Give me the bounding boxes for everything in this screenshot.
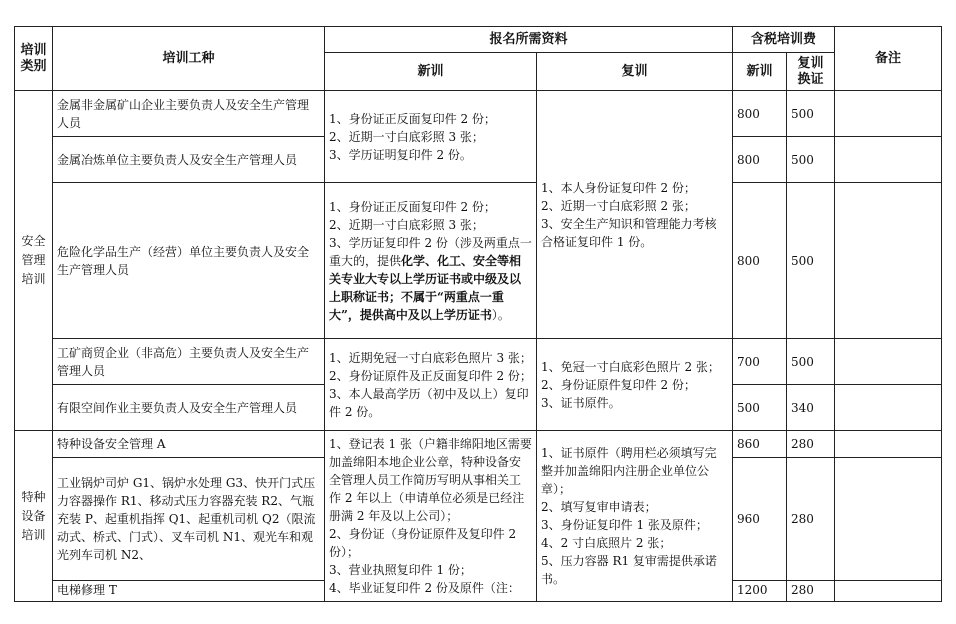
trade-cell: 金属非金属矿山企业主要负责人及安全生产管理人员 bbox=[53, 91, 325, 137]
header-trade: 培训工种 bbox=[53, 27, 325, 91]
list-item: 1、证书原件（聘用栏必须填写完整并加盖绵阳内注册企业单位公章）； bbox=[541, 446, 717, 496]
trade-cell: 工业锅炉司炉 G1、锅炉水处理 G3、快开门式压力容器操作 R1、移动式压力容器充装 R2、气瓶充装 P、起重机指挥 Q1、起重机司机 Q2（限流动式、桥式、门式）、叉车司机 N1、观光车和观光列车司机 N2、 bbox=[53, 458, 325, 580]
new-materials-c bbox=[325, 339, 537, 431]
fee-renew-cell: 280 bbox=[787, 580, 835, 601]
re-materials-c bbox=[537, 339, 733, 431]
trade-cell: 危险化学品生产（经营）单位主要负责人及安全生产管理人员 bbox=[53, 183, 325, 339]
fee-renew-cell: 500 bbox=[787, 339, 835, 385]
fee-new-cell: 1200 bbox=[733, 580, 787, 601]
list-item: 2、近期一寸白底彩照 3 张； bbox=[329, 217, 484, 232]
list-item: 1、身份证正反面复印件 2 份； bbox=[329, 111, 496, 126]
fee-new-cell: 500 bbox=[733, 385, 787, 431]
list-item: 3、证书原件。 bbox=[541, 395, 621, 410]
fee-renew-cell: 500 bbox=[787, 183, 835, 339]
trade-cell: 特种设备安全管理 A bbox=[53, 431, 325, 458]
remark-cell bbox=[835, 339, 942, 385]
fee-new-cell: 800 bbox=[733, 91, 787, 137]
list-item: 2、身份证原件及正反面复印件 2 份； bbox=[329, 368, 532, 383]
new-materials-b bbox=[325, 183, 537, 339]
remark-cell bbox=[835, 91, 942, 137]
list-text-emphasis: 化学、化工、安全等相关专业大专以上学历证书或中级及以上职称证书；不属于“两重点一重大”，提供高中及以上学历证书 bbox=[329, 253, 522, 322]
list-item: 2、身份证（身份证原件及复印件 2 份）； bbox=[329, 527, 517, 559]
fee-new-cell: 800 bbox=[733, 137, 787, 183]
list-item: 3、安全生产知识和管理能力考核合格证复印件 1 份。 bbox=[541, 216, 717, 249]
category-special-equipment bbox=[15, 431, 53, 602]
header-remark: 备注 bbox=[835, 27, 942, 91]
list-item: 3、营业执照复印件 1 份； bbox=[329, 563, 472, 577]
fee-renew-cell: 340 bbox=[787, 385, 835, 431]
trade-cell: 有限空间作业主要负责人及安全生产管理人员 bbox=[53, 385, 325, 431]
fee-new-cell: 800 bbox=[733, 183, 787, 339]
remark-cell bbox=[835, 431, 942, 458]
category-label: 安全管理培训 bbox=[21, 234, 46, 286]
header-new-training: 新训 bbox=[325, 53, 537, 91]
list-item bbox=[329, 234, 532, 324]
header-fee: 含税培训费 bbox=[733, 27, 835, 53]
header-fee-renew-text: 复训换证 bbox=[797, 55, 824, 87]
list-item: 2、身份证原件复印件 2 份； bbox=[541, 377, 696, 392]
re-materials-ab bbox=[537, 91, 733, 339]
list-item: 5、压力容器 R1 复审需提供承诺书。 bbox=[541, 554, 717, 586]
re-materials-special bbox=[537, 431, 733, 602]
fee-renew-cell: 280 bbox=[787, 458, 835, 580]
list-item: 4、2 寸白底照片 2 张； bbox=[541, 536, 672, 550]
header-fee-new: 新训 bbox=[733, 53, 787, 91]
header-category: 培训类别 bbox=[15, 27, 53, 91]
remark-cell bbox=[835, 137, 942, 183]
trade-cell: 电梯修理 T bbox=[53, 580, 325, 601]
list-text: ）。 bbox=[491, 307, 510, 322]
training-fee-table bbox=[14, 26, 942, 602]
fee-new-cell: 860 bbox=[733, 431, 787, 458]
header-materials: 报名所需资料 bbox=[325, 27, 733, 53]
new-materials-special bbox=[325, 431, 537, 602]
header-re-training: 复训 bbox=[537, 53, 733, 91]
category-label: 特种设备培训 bbox=[21, 489, 46, 542]
trade-cell: 工矿商贸企业（非高危）主要负责人及安全生产管理人员 bbox=[53, 339, 325, 385]
fee-new-cell: 700 bbox=[733, 339, 787, 385]
list-item: 1、登记表 1 张（户籍非绵阳地区需要加盖绵阳本地企业公章，特种设备安全管理人员工作简历写明从事相关工作 2 年以上（申请单位必须是已经注册满 2 年及以上公司）； bbox=[329, 437, 532, 523]
list-item: 4、毕业证复印件 2 份及原件（注： bbox=[329, 581, 520, 595]
list-item: 3、学历证明复印件 2 份。 bbox=[329, 147, 472, 162]
remark-cell bbox=[835, 580, 942, 601]
fee-renew-cell: 500 bbox=[787, 91, 835, 137]
remark-cell bbox=[835, 458, 942, 580]
list-clip bbox=[329, 435, 532, 599]
list-item: 2、近期一寸白底彩照 3 张； bbox=[329, 129, 484, 144]
list-item: 1、免冠一寸白底彩色照片 2 张； bbox=[541, 359, 720, 374]
trade-cell: 金属冶炼单位主要负责人及安全生产管理人员 bbox=[53, 137, 325, 183]
list-item: 1、本人身份证复印件 2 份； bbox=[541, 180, 696, 195]
category-safety-management bbox=[15, 91, 53, 431]
list-item: 3、身份证复印件 1 张及原件； bbox=[541, 518, 708, 532]
header-fee-renew bbox=[787, 53, 835, 91]
list-text: 3、学历证复印件 2 份（涉及两重点一重大的，提供 bbox=[329, 235, 532, 268]
list-item: 1、身份证正反面复印件 2 份； bbox=[329, 199, 496, 214]
fee-renew-cell: 500 bbox=[787, 137, 835, 183]
remark-cell bbox=[835, 183, 942, 339]
list-item: 2、近期一寸白底彩照 2 张； bbox=[541, 198, 696, 213]
list-item: 1、近期免冠一寸白底彩色照片 3 张； bbox=[329, 350, 532, 365]
new-materials-a bbox=[325, 91, 537, 183]
fee-renew-cell: 280 bbox=[787, 431, 835, 458]
fee-new-cell: 960 bbox=[733, 458, 787, 580]
remark-cell bbox=[835, 385, 942, 431]
list-item: 3、本人最高学历（初中及以上）复印件 2 份。 bbox=[329, 386, 529, 419]
list-item: 2、填写复审申请表； bbox=[541, 500, 657, 514]
